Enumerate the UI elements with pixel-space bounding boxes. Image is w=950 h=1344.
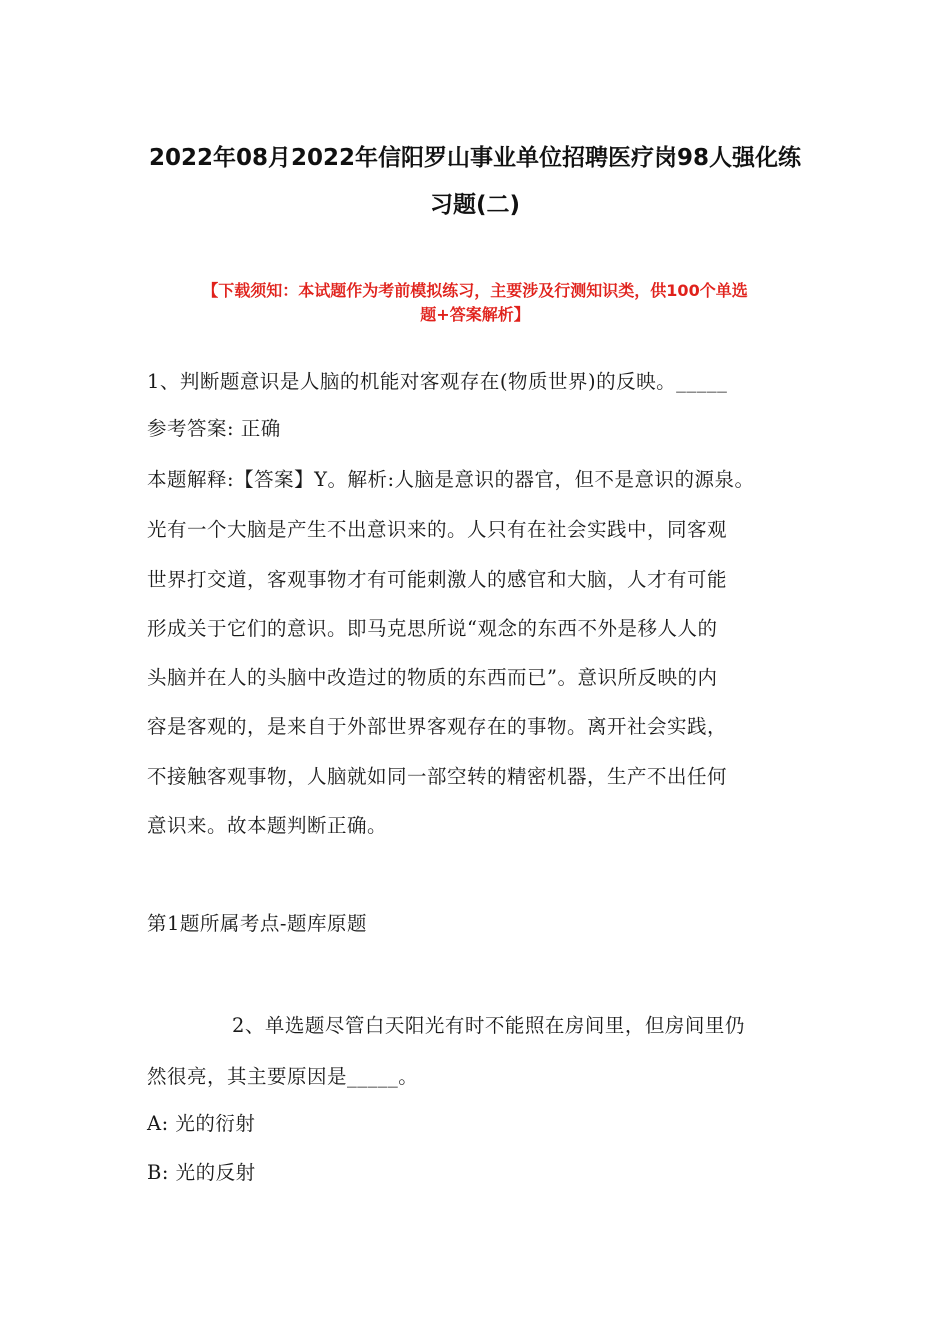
document-title-line-1: 2022年08月2022年信阳罗山事业单位招聘医疗岗98人强化练 (148, 145, 802, 171)
document-title-line-2: 习题(二) (429, 192, 521, 218)
question-2-stem-line-1: 2、单选题尽管白天阳光有时不能照在房间里，但房间里仍 (232, 1014, 745, 1037)
question-1-explanation-line: 形成关于它们的意识。即马克思所说“观念的东西不外是移人人的 (147, 617, 718, 640)
question-1-answer: 参考答案: 正确 (147, 417, 281, 440)
download-notice-line-1: 【下载须知：本试题作为考前模拟练习，主要涉及行测知识类，供100个单选 (202, 281, 748, 300)
question-1-source: 第1题所属考点-题库原题 (147, 912, 367, 935)
question-1-explanation-line: 不接触客观事物，人脑就如同一部空转的精密机器，生产不出任何 (147, 765, 728, 788)
question-1-explanation-line: 本题解释:【答案】Y。解析:人脑是意识的器官，但不是意识的源泉。 (147, 468, 755, 491)
question-1-explanation-line: 头脑并在人的头脑中改造过的物质的东西而已”。意识所反映的内 (147, 666, 718, 689)
question-2-stem-line-2: 然很亮，其主要原因是_____。 (147, 1065, 419, 1088)
download-notice-line-2: 题+答案解析】 (420, 305, 530, 324)
question-1-explanation-line: 世界打交道，客观事物才有可能刺激人的感官和大脑，人才有可能 (147, 568, 728, 591)
question-2-option-b: B: 光的反射 (147, 1161, 256, 1184)
question-1-explanation-line: 意识来。故本题判断正确。 (147, 814, 388, 837)
question-2-option-a: A: 光的衍射 (147, 1112, 256, 1135)
question-1-explanation-line: 光有一个大脑是产生不出意识来的。人只有在社会实践中，同客观 (147, 518, 728, 541)
question-1-explanation-line: 容是客观的，是来自于外部世界客观存在的事物。离开社会实践， (147, 715, 728, 738)
question-1-stem: 1、判断题意识是人脑的机能对客观存在(物质世界)的反映。_____ (147, 370, 728, 393)
